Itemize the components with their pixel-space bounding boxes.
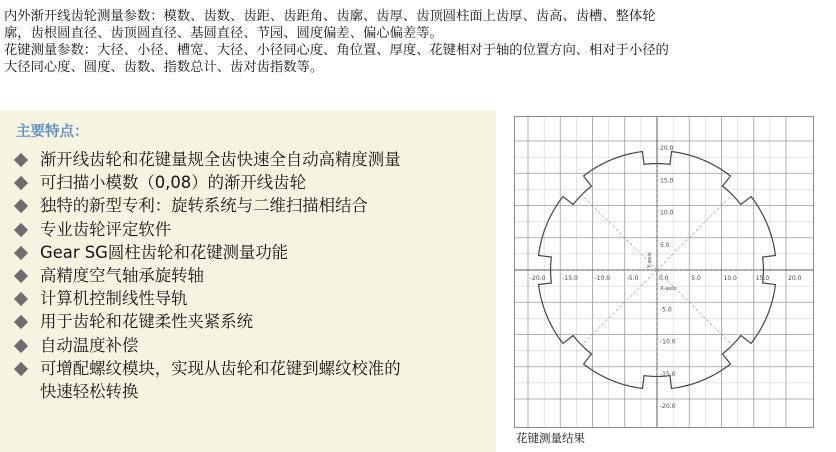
- intro-line: 廓，齿根圆直径、齿顶圆直径、基圆直径、节园、圆度偏差、偏心偏差等。: [4, 26, 443, 41]
- list-item: [14, 241, 401, 264]
- list-item: [14, 264, 401, 287]
- y-tick-label: 5.0: [660, 241, 670, 249]
- y-tick-label: 20.0: [660, 145, 674, 152]
- diamond-bullet-icon: [14, 176, 28, 190]
- diamond-bullet-icon: [14, 339, 28, 353]
- diamond-bullet-icon: [14, 153, 28, 167]
- feature-text: 专业齿轮评定软件: [40, 219, 172, 239]
- plot-border: [515, 117, 814, 428]
- diamond-bullet-icon: [14, 292, 28, 306]
- diamond-bullet-icon: [14, 199, 28, 213]
- x-tick-label: 5.0: [691, 275, 701, 282]
- list-item: [14, 310, 401, 333]
- x-tick-label: -10.0: [594, 275, 611, 282]
- list-item: [14, 148, 401, 171]
- y-tick-label: 10.0: [660, 209, 674, 217]
- feature-text: 自动温度补偿: [40, 335, 139, 355]
- feature-text: Gear SG圆柱齿轮和花键测量功能: [40, 242, 289, 262]
- feature-text: 用于齿轮和花键柔性夹紧系统: [40, 312, 254, 332]
- list-item: [14, 334, 401, 357]
- list-item: [14, 194, 401, 217]
- intro-line: 内外渐开线齿轮测量参数：模数、齿数、齿距、齿距角、齿廓、齿厚、齿顶圆柱面上齿厚、齿高、齿槽、整体轮: [4, 9, 656, 24]
- spline-measurement-plot: [514, 116, 814, 428]
- y-tick-label: -5.0: [660, 306, 672, 314]
- intro-line: 大径同心度、圆度、齿数、指数总计、齿对齿指数等。: [4, 60, 324, 75]
- x-tick-label: 10.0: [723, 275, 737, 282]
- groove-center-line: [582, 195, 657, 270]
- feature-text: 计算机控制线性导轨: [40, 289, 188, 309]
- features-panel: [0, 110, 496, 452]
- feature-text: 可增配螺纹模块，实现从齿轮和花键到螺纹校准的: [40, 358, 401, 378]
- list-item: [14, 287, 401, 310]
- feature-text: 高精度空气轴承旋转轴: [40, 266, 204, 286]
- y-axis-label: Y-axis: [647, 252, 653, 268]
- y-tick-label: -10.0: [660, 338, 676, 346]
- diamond-bullet-icon: [14, 315, 28, 329]
- feature-text: 快速轻松转换: [40, 382, 139, 402]
- y-tick-label: -15.0: [660, 370, 676, 378]
- diamond-bullet-icon: [14, 269, 28, 283]
- groove-center-line: [582, 270, 657, 345]
- figure-caption: 花键测量结果: [516, 431, 585, 445]
- list-item-continuation: [14, 380, 401, 403]
- spline-plot-svg: [514, 116, 814, 428]
- x-tick-label: -5.0: [626, 275, 639, 282]
- list-item: [14, 171, 401, 194]
- feature-text: 可扫描小模数（0,08）的渐开线齿轮: [40, 173, 306, 193]
- x-tick-label: 20.0: [788, 275, 802, 282]
- x-tick-label: 15.0: [755, 275, 770, 282]
- x-tick-label: -20.0: [530, 275, 546, 282]
- features-title: 主要特点：: [16, 124, 89, 140]
- diamond-bullet-icon: [14, 246, 28, 260]
- x-axis-label: X-axis: [660, 286, 677, 292]
- x-tick-label: -15.0: [562, 275, 578, 282]
- feature-list: [14, 148, 401, 403]
- diamond-bullet-icon: [14, 223, 28, 237]
- feature-text: 独特的新型专利：旋转系统与二维扫描相结合: [40, 196, 368, 216]
- list-item: [14, 218, 401, 241]
- groove-center-line: [657, 195, 732, 270]
- diamond-bullet-icon: [14, 362, 28, 376]
- feature-text: 渐开线齿轮和花键量规全齿快速全自动高精度测量: [40, 150, 401, 169]
- x-tick-label: 0.0: [659, 275, 669, 282]
- list-item: [14, 357, 401, 380]
- y-tick-label: -20.0: [660, 403, 676, 410]
- parameters-description: [4, 8, 832, 76]
- y-tick-label: 15.0: [660, 177, 674, 185]
- intro-line: 花键测量参数：大径、小径、槽宽、大径、小径同心度、角位置、厚度、花键相对于轴的位置方向、相对于小径的: [4, 43, 669, 58]
